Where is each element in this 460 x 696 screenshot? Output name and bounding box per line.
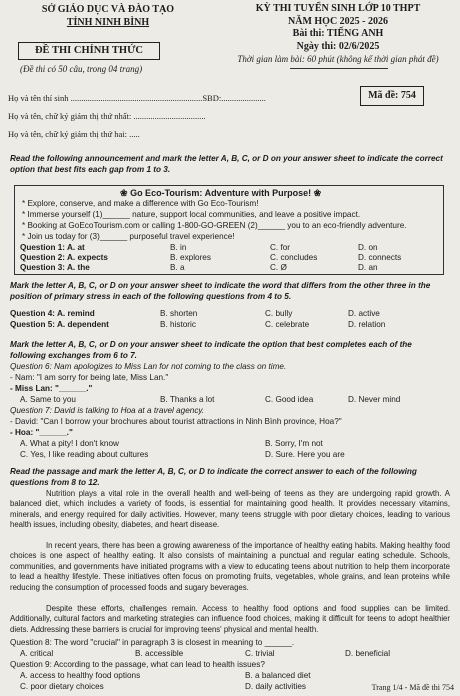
- q5-option-c: C. celebrate: [265, 320, 310, 329]
- q4-option-c: C. bully: [265, 309, 293, 318]
- q7-line-1: - David: "Can I borrow your brochures about tourist attractions in Ninh Bình province, Hoa?": [10, 417, 342, 426]
- q6-option-d: D. Never mind: [348, 395, 401, 404]
- q6-option-a: A. Same to you: [20, 395, 76, 404]
- instruction-4: Read the passage and mark the letter A, B, C, or D to indicate the correct answer to each of the following questions from 8 to 12.: [10, 467, 417, 487]
- question-6-stem: Question 6: Nam apologizes to Miss Lan for not coming to the class on time.: [10, 362, 287, 371]
- school-year: NĂM HỌC 2025 - 2026: [288, 15, 388, 27]
- department-name: SỞ GIÁO DỤC VÀ ĐÀO TẠO: [41, 4, 175, 15]
- q1-option-b: B. in: [170, 243, 187, 252]
- q3-option-d: D. an: [358, 263, 378, 272]
- q6-option-b: B. Thanks a lot: [160, 395, 215, 404]
- header-left: [8, 3, 208, 29]
- q1-option-d: D. on: [358, 243, 378, 252]
- exam-name: KỲ THI TUYỂN SINH LỚP 10 THPT: [255, 3, 421, 14]
- q4-option-b: B. shorten: [160, 309, 198, 318]
- q9-option-b: B. a balanced diet: [245, 671, 311, 680]
- question-8-stem: Question 8: The word "crucial" in paragraph 3 is closest in meaning to ______.: [10, 638, 295, 647]
- q5-option-b: B. historic: [160, 320, 196, 329]
- q6-line-1: - Nam: "I am sorry for being late, Miss Lan.": [10, 373, 169, 382]
- announcement-line-2: * Immerse yourself (1)______ nature, support local communities, and leave a positive impact.: [22, 210, 361, 219]
- header-rule: [290, 68, 388, 69]
- question-9-stem: Question 9: According to the passage, what can lead to health issues?: [10, 660, 265, 669]
- province-name: TỈNH NINH BÌNH: [66, 17, 150, 28]
- leaf-icon: ❀: [120, 188, 128, 198]
- q7-option-a: A. What a pity! I don't know: [20, 439, 119, 448]
- q3-option-b: B. a: [170, 263, 185, 272]
- passage-paragraph-3: Despite these efforts, challenges remain. Access to healthy food options and food supplies can be limited. Additionally, cultural factors and marketing strategies can influence food choices, making it difficult for teens to adopt healthier diets. Addressing these barriers is crucial for improving teens' physical and mental health.: [10, 604, 450, 634]
- leaf-icon: ❀: [313, 188, 322, 198]
- header-right: [222, 3, 454, 66]
- question-4: Question 4: A. remind: [10, 309, 95, 318]
- announcement-line-4: * Join us today for (3)______ purposeful travel experience!: [22, 232, 235, 241]
- exam-duration: Thời gian làm bài: 60 phút (không kể thời gian phát đề): [237, 54, 439, 64]
- question-3: Question 3: A. the: [20, 263, 90, 272]
- exam-note: (Đề thi có 50 câu, trong 04 trang): [20, 64, 143, 74]
- q7-option-d: D. Sure. Here you are: [265, 450, 345, 459]
- supervisor-1-line: Họ và tên, chữ ký giám thị thứ nhất: ..................................: [8, 111, 206, 121]
- passage-paragraph-1: Nutrition plays a vital role in the overall health and well-being of teens as they are undergoing rapid growth. A balanced diet, which includes a variety of foods, is essential for maintaining good health. It provides necessary vitamins, minerals, and energy required for daily activities. However, many teens struggle with poor dietary choices, leading to various health issues, including obesity, diabetes, and heart disease.: [10, 489, 450, 530]
- q3-option-c: C. Ø: [270, 263, 287, 272]
- page-footer: Trang 1/4 - Mã đề thi 754: [371, 683, 454, 692]
- q7-option-b: B. Sorry, I'm not: [265, 439, 323, 448]
- q7-option-c: C. Yes, I like reading about cultures: [20, 450, 149, 459]
- instruction-3: Mark the letter A, B, C, or D on your answer sheet to indicate the option that best completes each of the following exchanges from 6 to 7.: [10, 340, 412, 360]
- q2-option-d: D. connects: [358, 253, 402, 262]
- q6-option-c: C. Good idea: [265, 395, 314, 404]
- q4-option-d: D. active: [348, 309, 380, 318]
- question-7-stem: Question 7: David is talking to Hoa at a travel agency.: [10, 406, 205, 415]
- candidate-name-line: Họ và tên thí sinh ..............................................................SBD:.....................: [8, 93, 266, 103]
- announcement-title-text: Go Eco-Tourism: Adventure with Purpose!: [130, 188, 312, 198]
- supervisor-2-line: Họ và tên, chữ ký giám thị thứ hai: .....: [8, 129, 140, 139]
- q1-option-c: C. for: [270, 243, 291, 252]
- q9-option-a: A. access to healthy food options: [20, 671, 141, 680]
- q2-option-c: C. concludes: [270, 253, 318, 262]
- q2-option-b: B. explores: [170, 253, 211, 262]
- q7-line-2: - Hoa: "______.": [10, 428, 73, 437]
- question-5: Question 5: A. dependent: [10, 320, 109, 329]
- passage-paragraph-2: In recent years, there has been a growing awareness of the importance of healthy eating habits. Making healthy food choices is one aspect of healthy eating. It also consists of maintaining a punctual and regular eating schedule. Schools, communities, and governments have initiated programs with a view to educating teens about nutrition to help them incorporate to lead a healthy lifestyle. These initiatives often focus on promoting fruits, vegetables, whole grains, and lean proteins while reducing the consumption of processed foods and sugary beverages.: [10, 541, 450, 592]
- announcement-title: [120, 188, 321, 199]
- q8-option-d: D. beneficial: [345, 649, 391, 658]
- official-exam-box: ĐỀ THI CHÍNH THỨC: [18, 42, 160, 60]
- subject: Bài thi: TIẾNG ANH: [292, 28, 384, 39]
- q8-option-c: C. trivial: [245, 649, 275, 658]
- instruction-1: Read the following announcement and mark the letter A, B, C, or D on your answer sheet to indicate the correct option that best fits each gap from 1 to 3.: [10, 154, 443, 174]
- q5-option-d: D. relation: [348, 320, 386, 329]
- q6-line-2: - Miss Lan: "______.": [10, 384, 93, 393]
- announcement-line-1: * Explore, conserve, and make a difference with Go Eco-Tourism!: [22, 199, 259, 208]
- announcement-line-3: * Booking at GoEcoTourism.com or calling 1-800-GO-GREEN (2)______ you to an eco-friendly adventure.: [22, 221, 407, 230]
- question-1: Question 1: A. at: [20, 243, 85, 252]
- q8-option-b: B. accessible: [135, 649, 184, 658]
- exam-date: Ngày thi: 02/6/2025: [296, 40, 380, 52]
- q8-option-a: A. critical: [20, 649, 54, 658]
- q9-option-d: D. daily activities: [245, 682, 306, 691]
- instruction-2: Mark the letter A, B, C, or D on your answer sheet to indicate the word that differs from the other three in the position of primary stress in each of the following questions from 4 to 5.: [10, 281, 431, 301]
- exam-code-box: Mã đề: 754: [360, 86, 424, 106]
- q9-option-c: C. poor dietary choices: [20, 682, 104, 691]
- question-2: Question 2: A. expects: [20, 253, 108, 262]
